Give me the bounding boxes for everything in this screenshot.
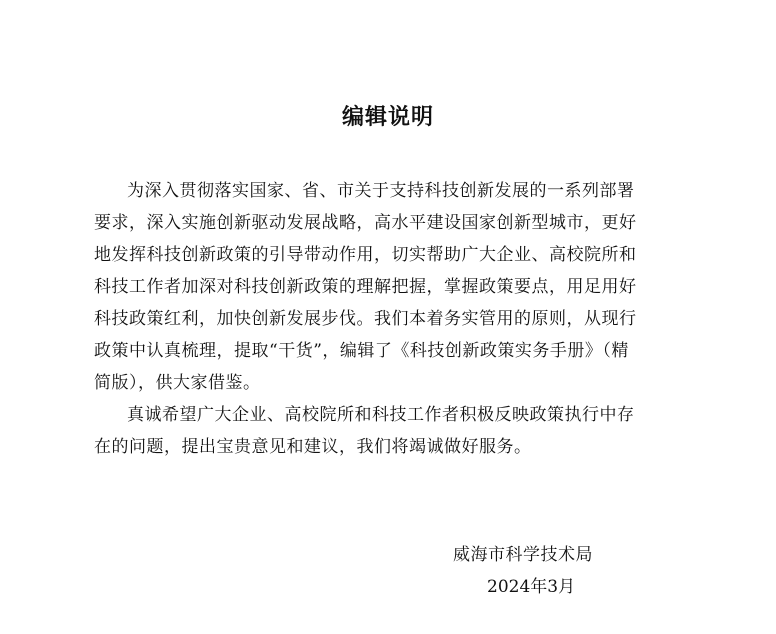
paragraph-1-line-4: 科技工作者加深对科技创新政策的理解把握，掌握政策要点，用足用好 [94,277,637,297]
paragraph-1-line-5: 科技政策红利，加快创新发展步伐。我们本着务实管用的原则，从现行 [94,309,637,329]
paragraph-1-line-1: 为深入贯彻落实国家、省、市关于支持科技创新发展的一系列部署 [127,181,635,201]
signature-date: 2024年3月 [487,577,576,597]
paragraph-2-line-2: 在的问题，提出宝贵意见和建议，我们将竭诚做好服务。 [94,437,532,457]
signature-organization: 威海市科学技术局 [453,545,593,565]
paragraph-1-line-6: 政策中认真梳理，提取“干货”，编辑了《科技创新政策实务手册》（精 [94,341,629,361]
page-title: 编辑说明 [341,104,434,130]
paragraph-1-line-7: 简版），供大家借鉴。 [94,373,261,393]
paragraph-2-line-1: 真诚希望广大企业、高校院所和科技工作者积极反映政策执行中存 [127,405,635,425]
paragraph-1-line-3: 地发挥科技创新政策的引导带动作用，切实帮助广大企业、高校院所和 [94,245,637,265]
paragraph-1-line-2: 要求，深入实施创新驱动发展战略，高水平建设国家创新型城市，更好 [94,213,637,233]
